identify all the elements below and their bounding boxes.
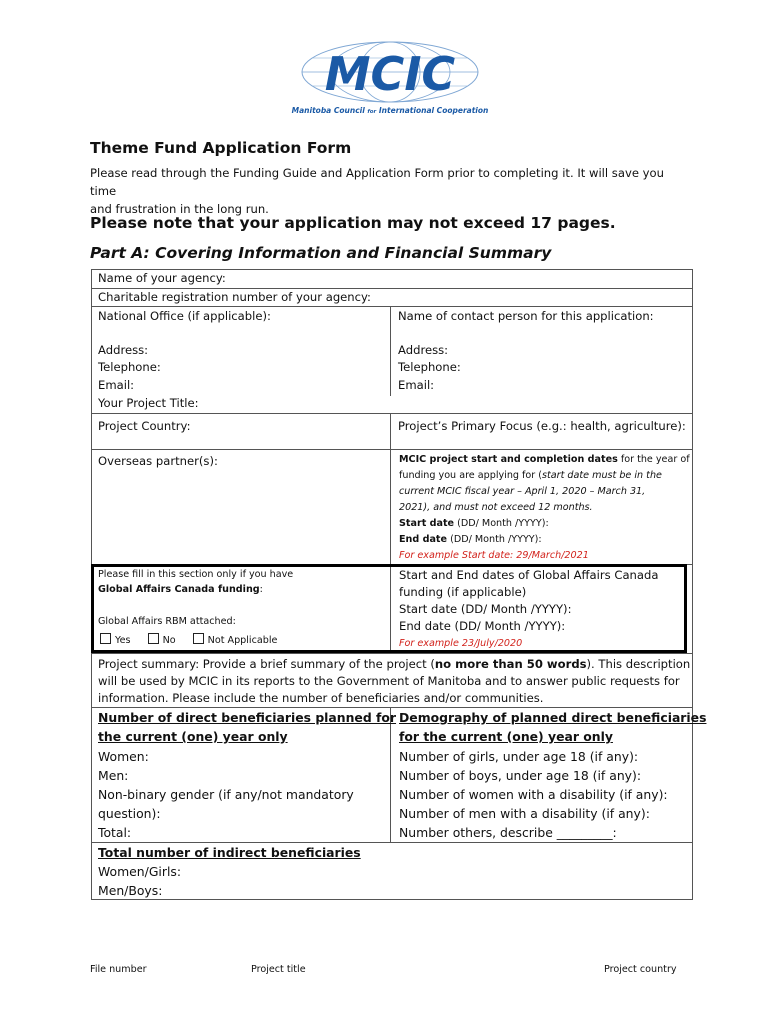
direct-total-field[interactable]: Total: <box>98 825 132 840</box>
page-limit-note: Please note that your application may not exceed 17 pages. <box>90 214 616 232</box>
charitable-number-field[interactable]: Charitable registration number of your agency: <box>98 290 371 304</box>
contact-email-field[interactable]: Email: <box>398 378 435 392</box>
mcic-dates-intro: MCIC project start and completion dates for the year of <box>399 454 690 465</box>
gac-rbm-label: Global Affairs RBM attached: <box>98 616 236 627</box>
mcic-end-date-field[interactable]: End date (DD/ Month /YYYY): <box>399 534 542 545</box>
office-telephone-field[interactable]: Telephone: <box>98 360 161 374</box>
gac-date-example: For example 23/July/2020 <box>399 638 523 649</box>
intro-text: Please read through the Funding Guide and Application Form prior to completing it. It will save you time and frustration in the long run. <box>90 166 664 216</box>
primary-focus-field[interactable]: Project’s Primary Focus (e.g.: health, agriculture): <box>398 419 686 433</box>
logo-text: MCIC <box>324 47 456 101</box>
office-address-field[interactable]: Address: <box>98 343 149 357</box>
women-girls-field[interactable]: Women/Girls: <box>98 864 182 879</box>
demography-heading: Demography of planned direct beneficiaries <box>399 710 707 725</box>
footer-project-title: Project title <box>251 964 306 975</box>
checkbox-icon <box>193 633 204 644</box>
footer-project-country: Project country <box>604 964 677 975</box>
contact-telephone-field[interactable]: Telephone: <box>398 360 461 374</box>
mcic-date-example: For example Start date: 29/March/2021 <box>399 550 589 561</box>
women-field[interactable]: Women: <box>98 749 149 764</box>
gac-start-date-field[interactable]: Start date (DD/ Month /YYYY): <box>399 602 572 616</box>
men-disability-field[interactable]: Number of men with a disability (if any): <box>399 806 650 821</box>
national-office-label: National Office (if applicable): <box>98 309 271 323</box>
project-title-field[interactable]: Your Project Title: <box>98 396 199 410</box>
gac-fill-note: Please fill in this section only if you have <box>98 569 294 580</box>
boys-field[interactable]: Number of boys, under age 18 (if any): <box>399 768 642 783</box>
rbm-na-checkbox[interactable]: Not Applicable <box>191 635 278 646</box>
men-field[interactable]: Men: <box>98 768 129 783</box>
contact-person-field[interactable]: Name of contact person for this application: <box>398 309 654 323</box>
office-email-field[interactable]: Email: <box>98 378 135 392</box>
gac-end-date-field[interactable]: End date (DD/ Month /YYYY): <box>399 619 566 633</box>
project-summary-field[interactable]: Project summary: Provide a brief summary of the project (no more than 50 words). This description <box>98 657 691 671</box>
others-field[interactable]: Number others, describe _________: <box>399 825 617 840</box>
rbm-no-checkbox[interactable]: No <box>146 635 176 646</box>
part-a-heading: Part A: Covering Information and Financial Summary <box>90 244 552 262</box>
men-boys-field[interactable]: Men/Boys: <box>98 883 163 898</box>
direct-beneficiaries-heading: Number of direct beneficiaries planned for <box>98 710 397 725</box>
overseas-partner-field[interactable]: Overseas partner(s): <box>98 454 218 468</box>
girls-field[interactable]: Number of girls, under age 18 (if any): <box>399 749 639 764</box>
rbm-options <box>98 633 277 649</box>
page-title: Theme Fund Application Form <box>90 139 352 157</box>
project-country-field[interactable]: Project Country: <box>98 419 191 433</box>
contact-address-field[interactable]: Address: <box>398 343 449 357</box>
agency-name-field[interactable]: Name of your agency: <box>98 271 226 285</box>
checkbox-icon <box>100 633 111 644</box>
mcic-start-date-field[interactable]: Start date (DD/ Month /YYYY): <box>399 518 549 529</box>
footer-file-number: File number <box>90 964 147 975</box>
rbm-yes-checkbox[interactable]: Yes <box>98 635 131 646</box>
women-disability-field[interactable]: Number of women with a disability (if any): <box>399 787 668 802</box>
non-binary-field[interactable]: Non-binary gender (if any/not mandatory <box>98 787 354 802</box>
logo-subtitle: Manitoba Council for International Cooperation <box>291 106 489 115</box>
checkbox-icon <box>148 633 159 644</box>
indirect-beneficiaries-heading: Total number of indirect beneficiaries <box>98 845 361 860</box>
